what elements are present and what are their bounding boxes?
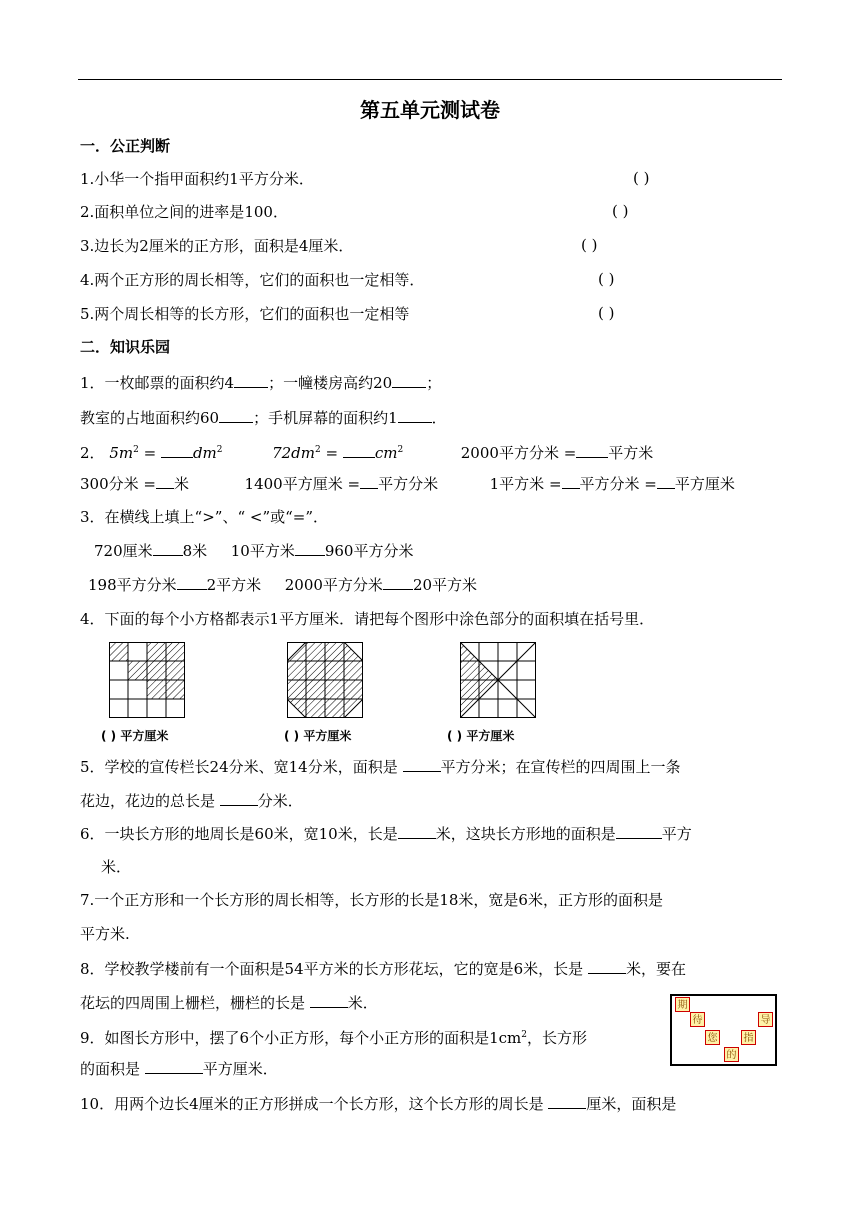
q5-blank-1[interactable] <box>403 756 441 772</box>
q2-line1: 2． $5m^2 = dm^2$ $72dm^2 = cm^2$ 2000平方分米 = 平方米 <box>80 444 654 462</box>
q2-blank-7[interactable] <box>657 473 675 489</box>
q3-blank-1[interactable] <box>153 540 183 556</box>
q5-line1: 5．学校的宣传栏长24分米、宽14分米，面积是 平方分米；在宣传栏的四周围上一条 <box>80 758 681 776</box>
rectangle-squares-figure <box>670 994 777 1066</box>
q6-line1: 6．一块长方形的地周长是60米，宽10米，长是 米，这块长方形地的面积是 平方 <box>80 825 692 843</box>
judge-item-2: 2.面积单位之间的进率是100． <box>80 203 288 221</box>
square-char-1: 期 <box>675 997 690 1012</box>
judge-item-5: 5.两个周长相等的长方形，它们的面积也一定相等 <box>80 305 410 323</box>
page-title: 第五单元测试卷 <box>360 98 500 122</box>
answer-paren-4[interactable]: ( ) <box>598 270 615 288</box>
q2-blank-6[interactable] <box>562 473 580 489</box>
q6-blank-2[interactable] <box>616 823 662 839</box>
q5-blank-2[interactable] <box>220 790 258 806</box>
q10-blank-1[interactable] <box>548 1093 586 1109</box>
q6-line2: 米． <box>101 858 132 876</box>
judge-item-1: 1.小华一个指甲面积约1平方分米． <box>80 170 314 188</box>
judge-item-3: 3.边长为2厘米的正方形，面积是4厘米． <box>80 237 354 255</box>
judge-item-4: 4.两个正方形的周长相等，它们的面积也一定相等． <box>80 271 425 289</box>
answer-paren-5[interactable]: ( ) <box>598 304 615 322</box>
q7-line1: 7.一个正方形和一个长方形的周长相等，长方形的长是18米，宽是6米，正方形的面积是 <box>80 891 663 909</box>
q8-line1: 8．学校教学楼前有一个面积是54平方米的长方形花坛，它的宽是6米，长是 米，要在 <box>80 960 686 978</box>
square-char-5: 指 <box>741 1030 756 1045</box>
q2-blank-1[interactable] <box>161 442 193 458</box>
q9-blank-1[interactable] <box>145 1058 203 1074</box>
q2-line2: 300分米 = 米 1400平方厘米 = 平方分米 1平方米 = 平方分米 = 平方厘米 <box>80 475 735 493</box>
q4-stem: 4．下面的每个小方格都表示1平方厘米．请把每个图形中涂色部分的面积填在括号里． <box>80 610 655 628</box>
grid-figure-1 <box>109 642 185 718</box>
q2-blank-4[interactable] <box>156 473 174 489</box>
q3-row2: 198平方分米 2平方米 2000平方分米 20平方米 <box>88 576 478 594</box>
q1-blank-3[interactable] <box>219 407 253 423</box>
q2-blank-3[interactable] <box>576 442 608 458</box>
figure-2-label: ( ) 平方厘米 <box>284 729 352 743</box>
header-rule <box>78 79 782 80</box>
q5-line2: 花边，花边的总长是 分米． <box>80 792 303 810</box>
q1-line2: 教室的占地面积约60 ；手机屏幕的面积约1 ． <box>80 409 447 427</box>
square-char-4: 的 <box>724 1047 739 1062</box>
figure-3-label: ( ) 平方厘米 <box>447 729 515 743</box>
square-char-2: 待 <box>690 1012 705 1027</box>
section1-heading: 一．公正判断 <box>80 137 171 155</box>
section2-heading: 二．知识乐园 <box>80 338 171 356</box>
q8-line2: 花坛的四周围上栅栏，栅栏的长是 米． <box>80 994 378 1012</box>
q1-line1: 1．一枚邮票的面积约4 ；一幢楼房高约20 ； <box>80 374 442 392</box>
q8-blank-2[interactable] <box>310 992 348 1008</box>
q8-blank-1[interactable] <box>588 958 626 974</box>
square-char-6: 导 <box>758 1012 773 1027</box>
square-char-3: 您 <box>705 1030 720 1045</box>
grid-figure-3 <box>460 642 536 718</box>
q9-line1: 9．如图长方形中，摆了6个小正方形，每个小正方形的面积是$1cm^2$，长方形 <box>80 1029 588 1047</box>
q7-line2: 平方米. <box>80 925 130 943</box>
answer-paren-1[interactable]: ( ) <box>633 169 650 187</box>
figure-1-label: ( ) 平方厘米 <box>101 729 169 743</box>
q2-blank-5[interactable] <box>360 473 378 489</box>
answer-paren-3[interactable]: ( ) <box>581 236 598 254</box>
q1-blank-4[interactable] <box>398 407 432 423</box>
q3-stem: 3．在横线上填上“>”、“ <”或“=”． <box>80 508 329 526</box>
q3-row1: 720厘米 8米 10平方米 960平方分米 <box>94 542 414 560</box>
q3-blank-4[interactable] <box>383 574 413 590</box>
q2-blank-2[interactable] <box>343 442 375 458</box>
grid-figure-2 <box>287 642 363 718</box>
q1-blank-2[interactable] <box>392 372 426 388</box>
q3-blank-3[interactable] <box>177 574 207 590</box>
q10-line1: 10．用两个边长4厘米的正方形拼成一个长方形，这个长方形的周长是 厘米，面积是 <box>80 1095 677 1113</box>
answer-paren-2[interactable]: ( ) <box>612 202 629 220</box>
q3-blank-2[interactable] <box>295 540 325 556</box>
q6-blank-1[interactable] <box>398 823 436 839</box>
q9-line2: 的面积是 平方厘米． <box>80 1060 278 1078</box>
q1-blank-1[interactable] <box>234 372 268 388</box>
